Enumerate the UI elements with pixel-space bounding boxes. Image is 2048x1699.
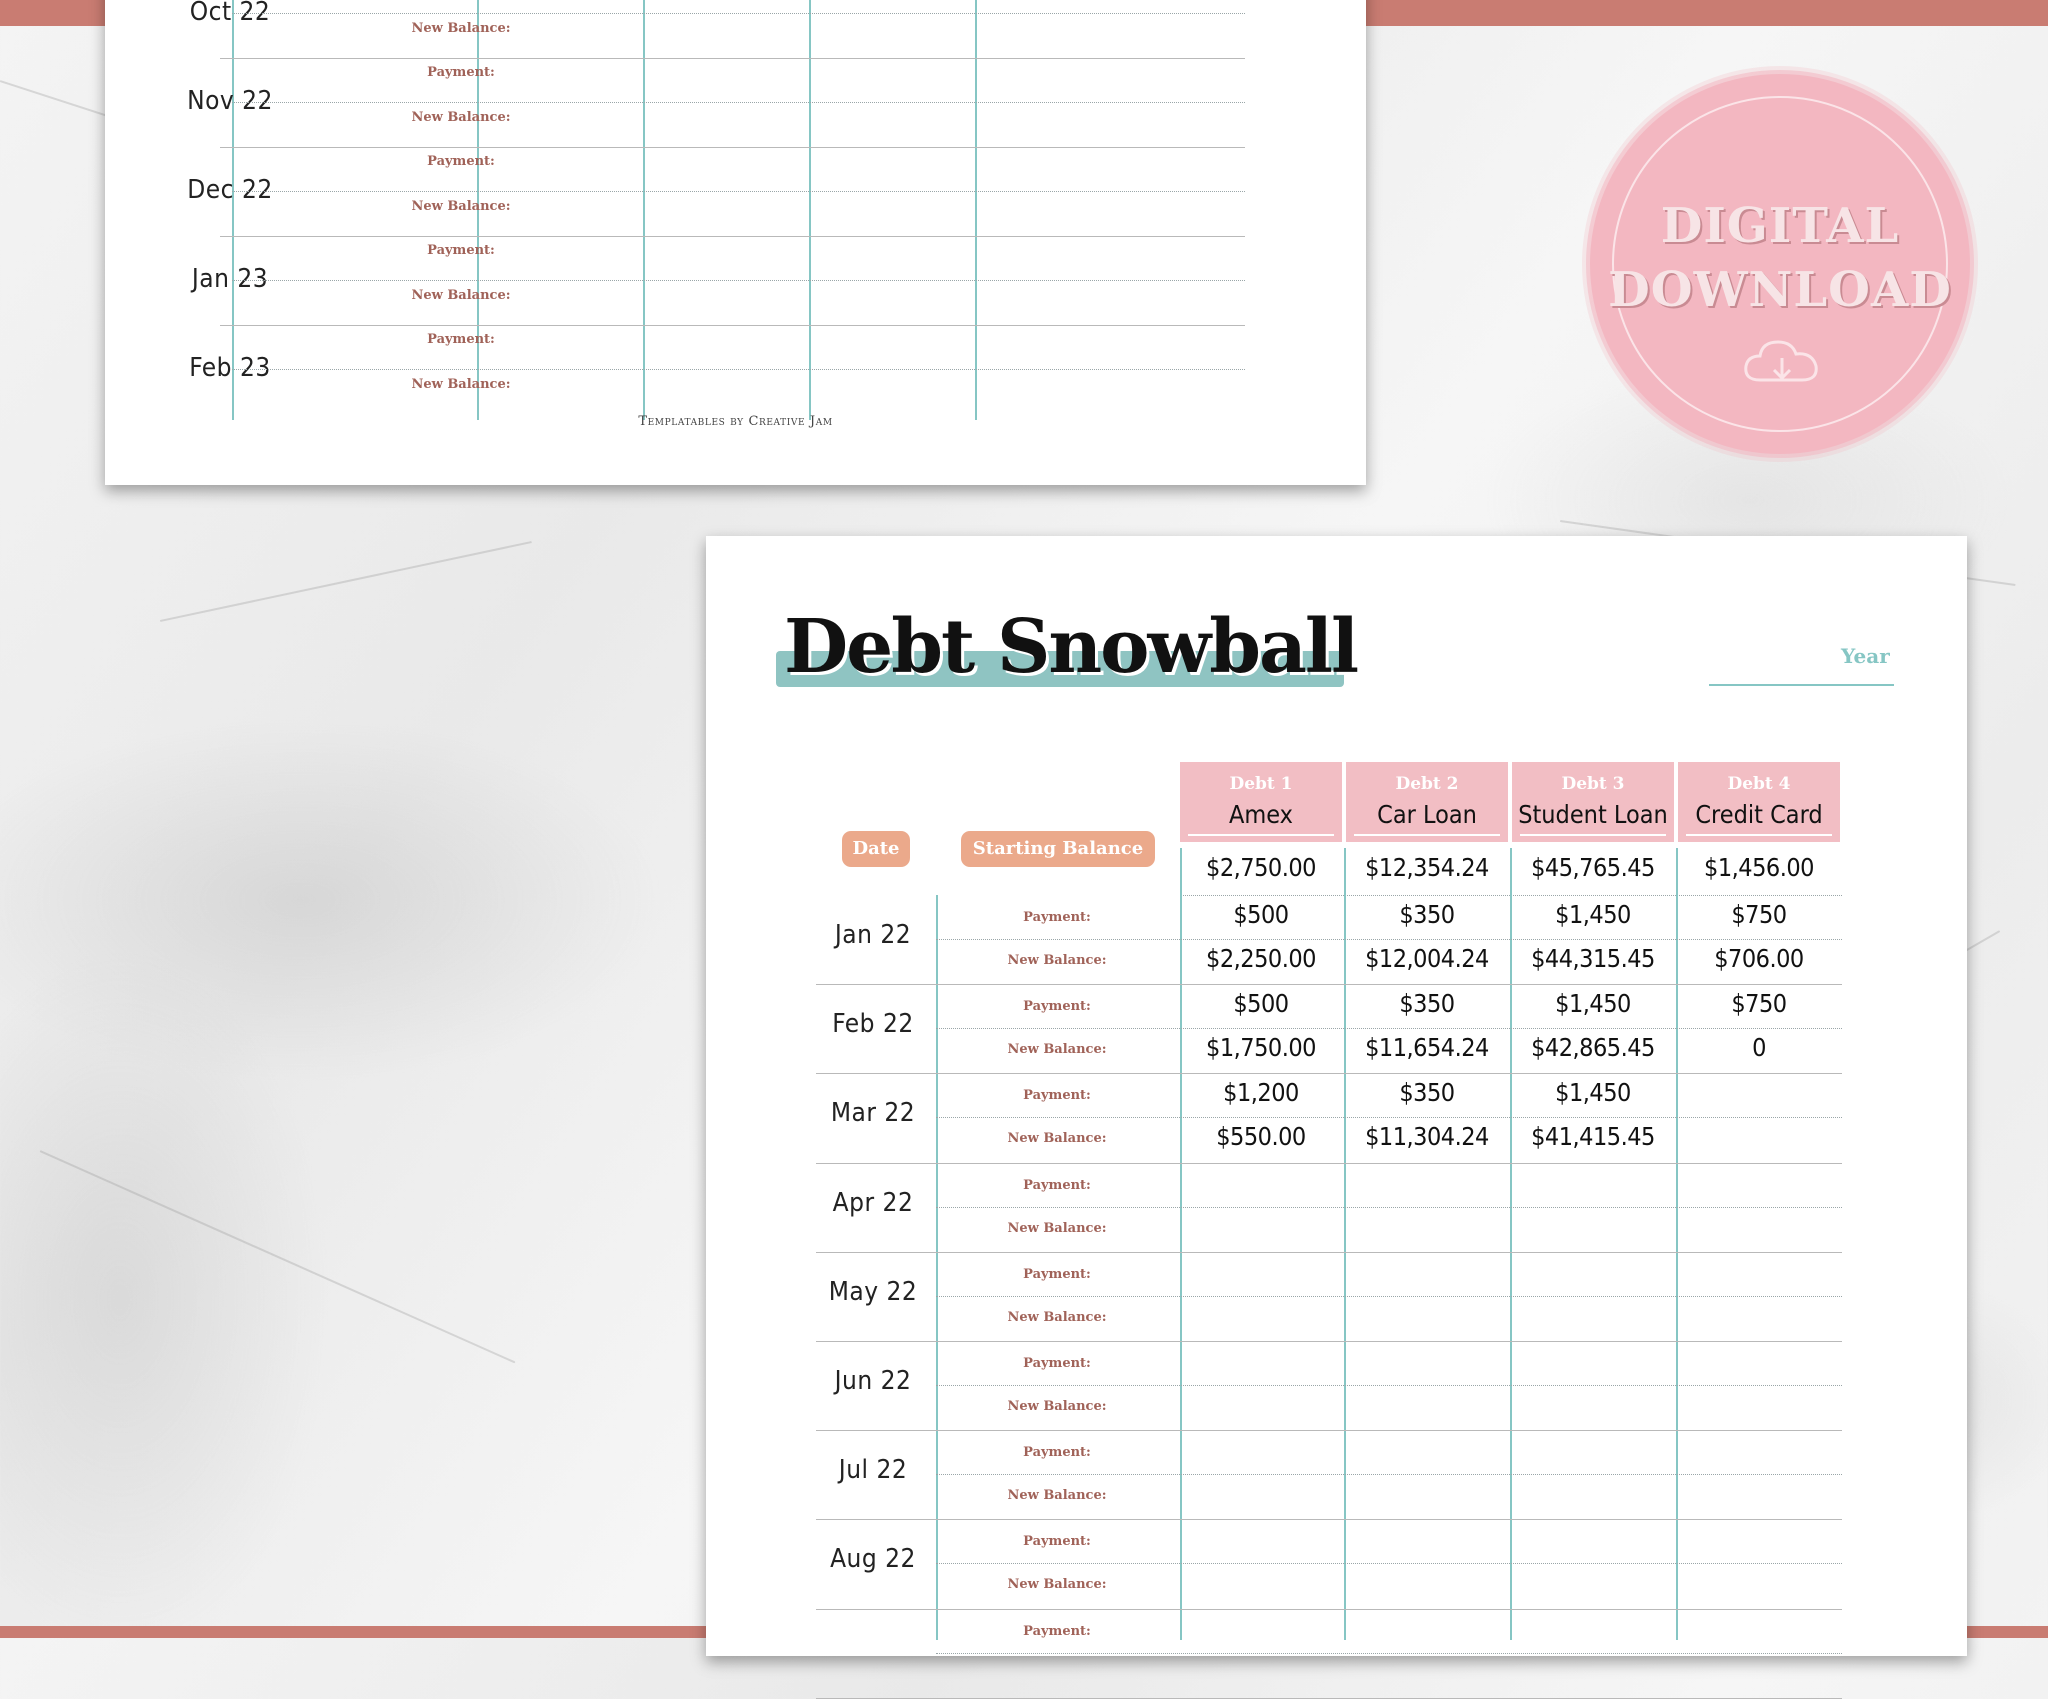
row-divider: [936, 1385, 1842, 1386]
new-balance-label: New Balance:: [1007, 1399, 1107, 1414]
debt-name-underline: [1188, 834, 1334, 836]
row-divider: [816, 1430, 1842, 1431]
new-balance-label: New Balance:: [411, 110, 511, 125]
row-date: Dec 22: [187, 175, 273, 205]
row-date: Aug 22: [830, 1544, 916, 1575]
debt-column-header: [1346, 762, 1508, 842]
row-divider: [232, 13, 1245, 14]
row-divider: [816, 1341, 1842, 1342]
payment-cell[interactable]: $1,450: [1555, 1078, 1631, 1108]
new-balance-label: New Balance:: [411, 288, 511, 303]
new-balance-label: New Balance:: [411, 199, 511, 214]
new-balance-cell[interactable]: $550.00: [1216, 1122, 1306, 1152]
payment-label: Payment:: [427, 65, 495, 80]
payment-cell[interactable]: $500: [1233, 900, 1289, 929]
row-date: Apr 22: [832, 1187, 914, 1218]
row-divider: [936, 1563, 1842, 1564]
footer-credit: Templatables by Creative Jam: [638, 414, 833, 429]
debt-column-header: [1512, 762, 1674, 842]
row-date: Mar 22: [830, 1098, 916, 1129]
new-balance-cell[interactable]: $1,750.00: [1206, 1033, 1316, 1063]
date-header: Date: [842, 831, 910, 867]
new-balance-label: New Balance:: [1007, 1042, 1107, 1058]
payment-cell[interactable]: $1,200: [1223, 1078, 1299, 1108]
row-divider: [816, 1073, 1842, 1074]
starting-balance-header: Starting Balance: [961, 831, 1155, 867]
starting-balance-cell[interactable]: $2,750.00: [1206, 853, 1316, 882]
starting-balance-cell[interactable]: $45,765.45: [1531, 853, 1655, 882]
payment-label: Payment:: [1023, 1177, 1091, 1193]
row-divider: [816, 1163, 1842, 1164]
payment-cell[interactable]: $500: [1233, 989, 1289, 1019]
badge-line-2: DOWNLOAD: [1608, 262, 1952, 318]
row-divider: [936, 1117, 1842, 1118]
payment-label: Payment:: [1023, 1356, 1091, 1371]
column-divider: [975, 0, 977, 420]
cloud-download-icon: [1740, 332, 1824, 392]
payment-cell[interactable]: $350: [1399, 900, 1455, 929]
back-planner-page: [105, 0, 1366, 485]
new-balance-cell[interactable]: $706.00: [1714, 944, 1804, 973]
payment-label: Payment:: [1023, 1088, 1091, 1104]
payment-label: Payment:: [1023, 910, 1091, 925]
row-divider: [816, 1519, 1842, 1520]
payment-cell[interactable]: $750: [1731, 989, 1787, 1019]
row-date: Jan 23: [191, 264, 269, 294]
row-divider: [936, 1028, 1842, 1029]
row-divider: [936, 939, 1842, 940]
row-divider: [936, 1207, 1842, 1208]
new-balance-cell[interactable]: $11,654.24: [1365, 1033, 1489, 1063]
new-balance-cell[interactable]: 0: [1752, 1033, 1766, 1063]
new-balance-label: New Balance:: [1007, 1220, 1107, 1236]
debt-number: Debt 1: [1229, 774, 1293, 794]
new-balance-label: New Balance:: [1007, 953, 1107, 968]
row-date: Feb 23: [189, 353, 271, 383]
row-divider: [936, 1296, 1842, 1297]
debt-name-field[interactable]: Amex: [1228, 800, 1293, 829]
payment-label: Payment:: [1023, 999, 1091, 1015]
payment-label: Payment:: [1023, 1266, 1091, 1282]
payment-label: Payment:: [1023, 1623, 1091, 1639]
year-label: Year: [1841, 644, 1890, 668]
new-balance-label: New Balance:: [1007, 1131, 1107, 1147]
debt-name-underline: [1520, 834, 1666, 836]
page-title: Debt Snowball: [784, 604, 1358, 690]
row-divider: [816, 1252, 1842, 1253]
debt-name-underline: [1354, 834, 1500, 836]
new-balance-cell[interactable]: $2,250.00: [1206, 944, 1316, 973]
row-divider: [220, 58, 1245, 59]
year-field[interactable]: [1709, 684, 1894, 686]
payment-label: Payment:: [427, 154, 495, 169]
starting-balance-cell[interactable]: $1,456.00: [1704, 853, 1814, 882]
payment-cell[interactable]: $350: [1399, 1078, 1455, 1108]
debt-number: Debt 2: [1395, 774, 1459, 794]
debt-name-underline: [1686, 834, 1832, 836]
payment-cell[interactable]: $1,450: [1555, 900, 1631, 929]
row-divider: [936, 1653, 1842, 1654]
debt-name-field[interactable]: Credit Card: [1695, 800, 1823, 829]
payment-cell[interactable]: $1,450: [1555, 989, 1631, 1019]
starting-balance-cell[interactable]: $12,354.24: [1365, 853, 1489, 882]
payment-label: Payment:: [427, 332, 495, 347]
debt-snowball-page: [706, 536, 1967, 1656]
row-divider: [232, 102, 1245, 103]
payment-cell[interactable]: $350: [1399, 989, 1455, 1019]
row-divider: [232, 191, 1245, 192]
row-divider: [936, 1474, 1842, 1475]
row-divider: [232, 369, 1245, 370]
row-divider: [816, 984, 1842, 985]
row-date: Jan 22: [834, 920, 912, 950]
digital-download-badge: [1590, 74, 1970, 454]
debt-column-header: [1180, 762, 1342, 842]
payment-label: Payment:: [1023, 1445, 1091, 1461]
debt-name-field[interactable]: Student Loan: [1518, 800, 1668, 829]
column-divider: [809, 0, 811, 420]
row-date: May 22: [828, 1276, 918, 1307]
new-balance-label: New Balance:: [1007, 1488, 1107, 1504]
row-date: Feb 22: [832, 1009, 914, 1040]
row-divider: [232, 280, 1245, 281]
row-date: Jun 22: [834, 1366, 912, 1396]
debt-number: Debt 3: [1561, 774, 1625, 794]
new-balance-label: New Balance:: [411, 21, 511, 36]
row-divider: [816, 1609, 1842, 1610]
row-date: Oct 22: [189, 0, 271, 27]
new-balance-cell[interactable]: $12,004.24: [1365, 944, 1489, 973]
payment-label: Payment:: [1023, 1534, 1091, 1550]
row-date: Nov 22: [187, 86, 273, 116]
column-divider: [643, 0, 645, 420]
new-balance-label: New Balance:: [411, 377, 511, 392]
debt-column-header: [1678, 762, 1840, 842]
new-balance-cell[interactable]: $11,304.24: [1365, 1122, 1489, 1152]
new-balance-label: New Balance:: [1007, 1309, 1107, 1325]
new-balance-label: New Balance:: [1007, 1577, 1107, 1593]
payment-cell[interactable]: $750: [1731, 900, 1787, 929]
row-divider: [220, 325, 1245, 326]
payment-label: Payment:: [427, 243, 495, 258]
new-balance-cell[interactable]: $44,315.45: [1531, 944, 1655, 973]
badge-line-1: DIGITAL: [1660, 198, 1900, 254]
row-date: Jul 22: [838, 1455, 908, 1486]
new-balance-cell[interactable]: $42,865.45: [1531, 1033, 1655, 1063]
new-balance-cell[interactable]: $41,415.45: [1531, 1122, 1655, 1152]
row-divider: [220, 147, 1245, 148]
debt-name-field[interactable]: Car Loan: [1377, 800, 1477, 829]
row-divider: [220, 236, 1245, 237]
debt-number: Debt 4: [1727, 774, 1791, 794]
